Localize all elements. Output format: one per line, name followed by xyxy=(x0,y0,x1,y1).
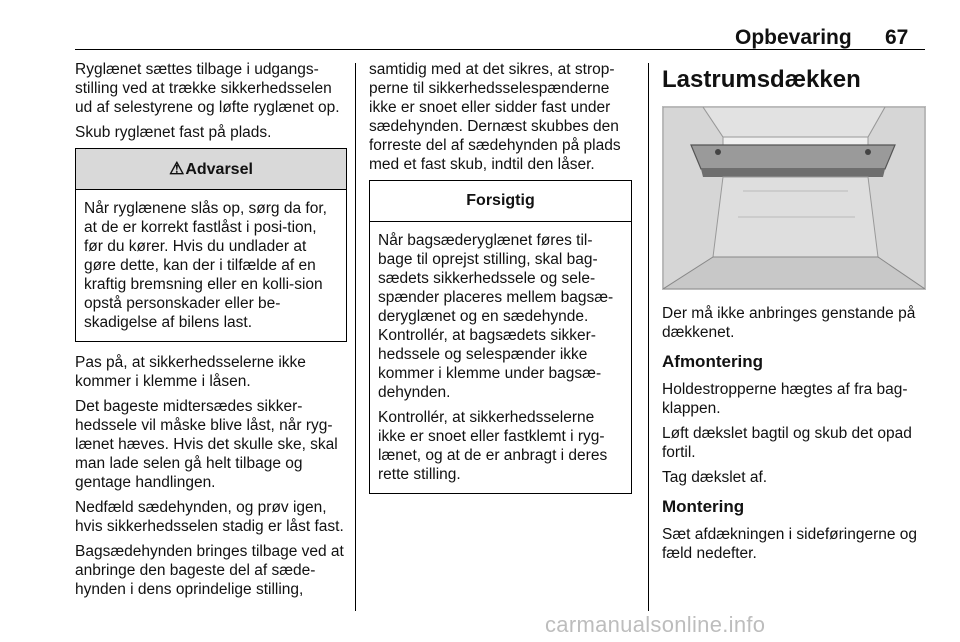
paragraph: Skub ryglænet fast på plads. xyxy=(75,124,272,141)
warning-triangle-icon: ⚠ xyxy=(169,159,185,178)
column-3 xyxy=(662,60,926,569)
paragraph: Nedfæld sædehynden, og prøv igen, hvis sikkerhedsselen stadig er låst fast. xyxy=(75,499,344,535)
paragraph: Bagsædehynden bringes tilbage ved at anbringe den bageste del af sæde-hynden i dens oprindelige stilling, xyxy=(75,543,344,598)
header-rule xyxy=(75,49,925,50)
warning-title: Advarsel xyxy=(185,161,253,178)
header-title: Opbevaring xyxy=(735,26,852,49)
column-divider-1 xyxy=(355,63,356,611)
cargo-area-drawing xyxy=(663,107,925,289)
paragraph: Sæt afdækningen i sideføringerne og fæld nedefter. xyxy=(662,526,918,562)
section-title: Lastrumsdækken xyxy=(662,66,861,93)
column-1 xyxy=(75,60,347,605)
page-number: 67 xyxy=(885,26,909,49)
subheading-install: Montering xyxy=(662,497,745,516)
paragraph: Løft dækslet bagtil og skub det opad fortil. xyxy=(662,425,912,461)
warning-body xyxy=(76,190,346,341)
subheading-removal: Afmontering xyxy=(662,352,764,371)
cargo-cover-illustration xyxy=(662,106,926,290)
paragraph: Pas på, at sikkerhedsselerne ikke kommer i klemme i låsen. xyxy=(75,354,306,390)
paragraph: Der må ikke anbringes genstande på dækkenet. xyxy=(662,305,916,341)
warning-box xyxy=(75,148,347,342)
column-divider-2 xyxy=(648,63,649,611)
caution-header: Forsigtig xyxy=(370,181,631,222)
paragraph: Tag dækslet af. xyxy=(662,469,768,486)
paragraph: Det bageste midtersædes sikker-hedssele vil måske blive låst, når ryg-lænet hæves. Hvis det skulle ske, skal man lade selen gå helt tilbage og gentage handlingen. xyxy=(75,398,338,491)
caution-text: Kontrollér, at sikkerhedsselerne ikke er snoet eller fastklemt i ryg-lænet, og at de er anbragt i deres rette stilling. xyxy=(378,409,608,483)
watermark: carmanualsonline.info xyxy=(545,612,766,637)
column-2 xyxy=(369,60,632,505)
warning-text: Når ryglænene slås op, sørg da for, at de er korrekt fastlåst i posi-tion, før du kører. Hvis du undlader at gøre dette, kan der i tilfælde af en kraftig bremsning eller en kolli-sion opstå personskader eller be-skadigelse af bilens last. xyxy=(84,200,327,331)
warning-header xyxy=(76,149,346,190)
caution-box xyxy=(369,180,632,494)
paragraph: Holdestropperne hægtes af fra bag-klappen. xyxy=(662,381,908,417)
paragraph: samtidig med at det sikres, at strop-perne til sikkerhedsselespænderne ikke er snoet eller sidder fast under sædehynden. Dernæst skubbes den forreste del af sædehynden på plads med et fast skub, indtil den låser. xyxy=(369,61,621,173)
caution-body xyxy=(370,222,631,493)
caution-text: Når bagsæderyglænet føres til-bage til oprejst stilling, skal bag-sædets sikkerhedssele og sele-spænder placeres mellem bagsæ-deryglænet og en sædehynde. Kontrollér, at bagsædets sikker-hedssele og selespænder ikke kommer i klemme under bagsæ-dehynden. xyxy=(378,232,614,401)
paragraph: Ryglænet sættes tilbage i udgangs-stilling ved at trække sikkerhedsselen ud af selestyrene og løfte ryglænet op. xyxy=(75,61,340,116)
